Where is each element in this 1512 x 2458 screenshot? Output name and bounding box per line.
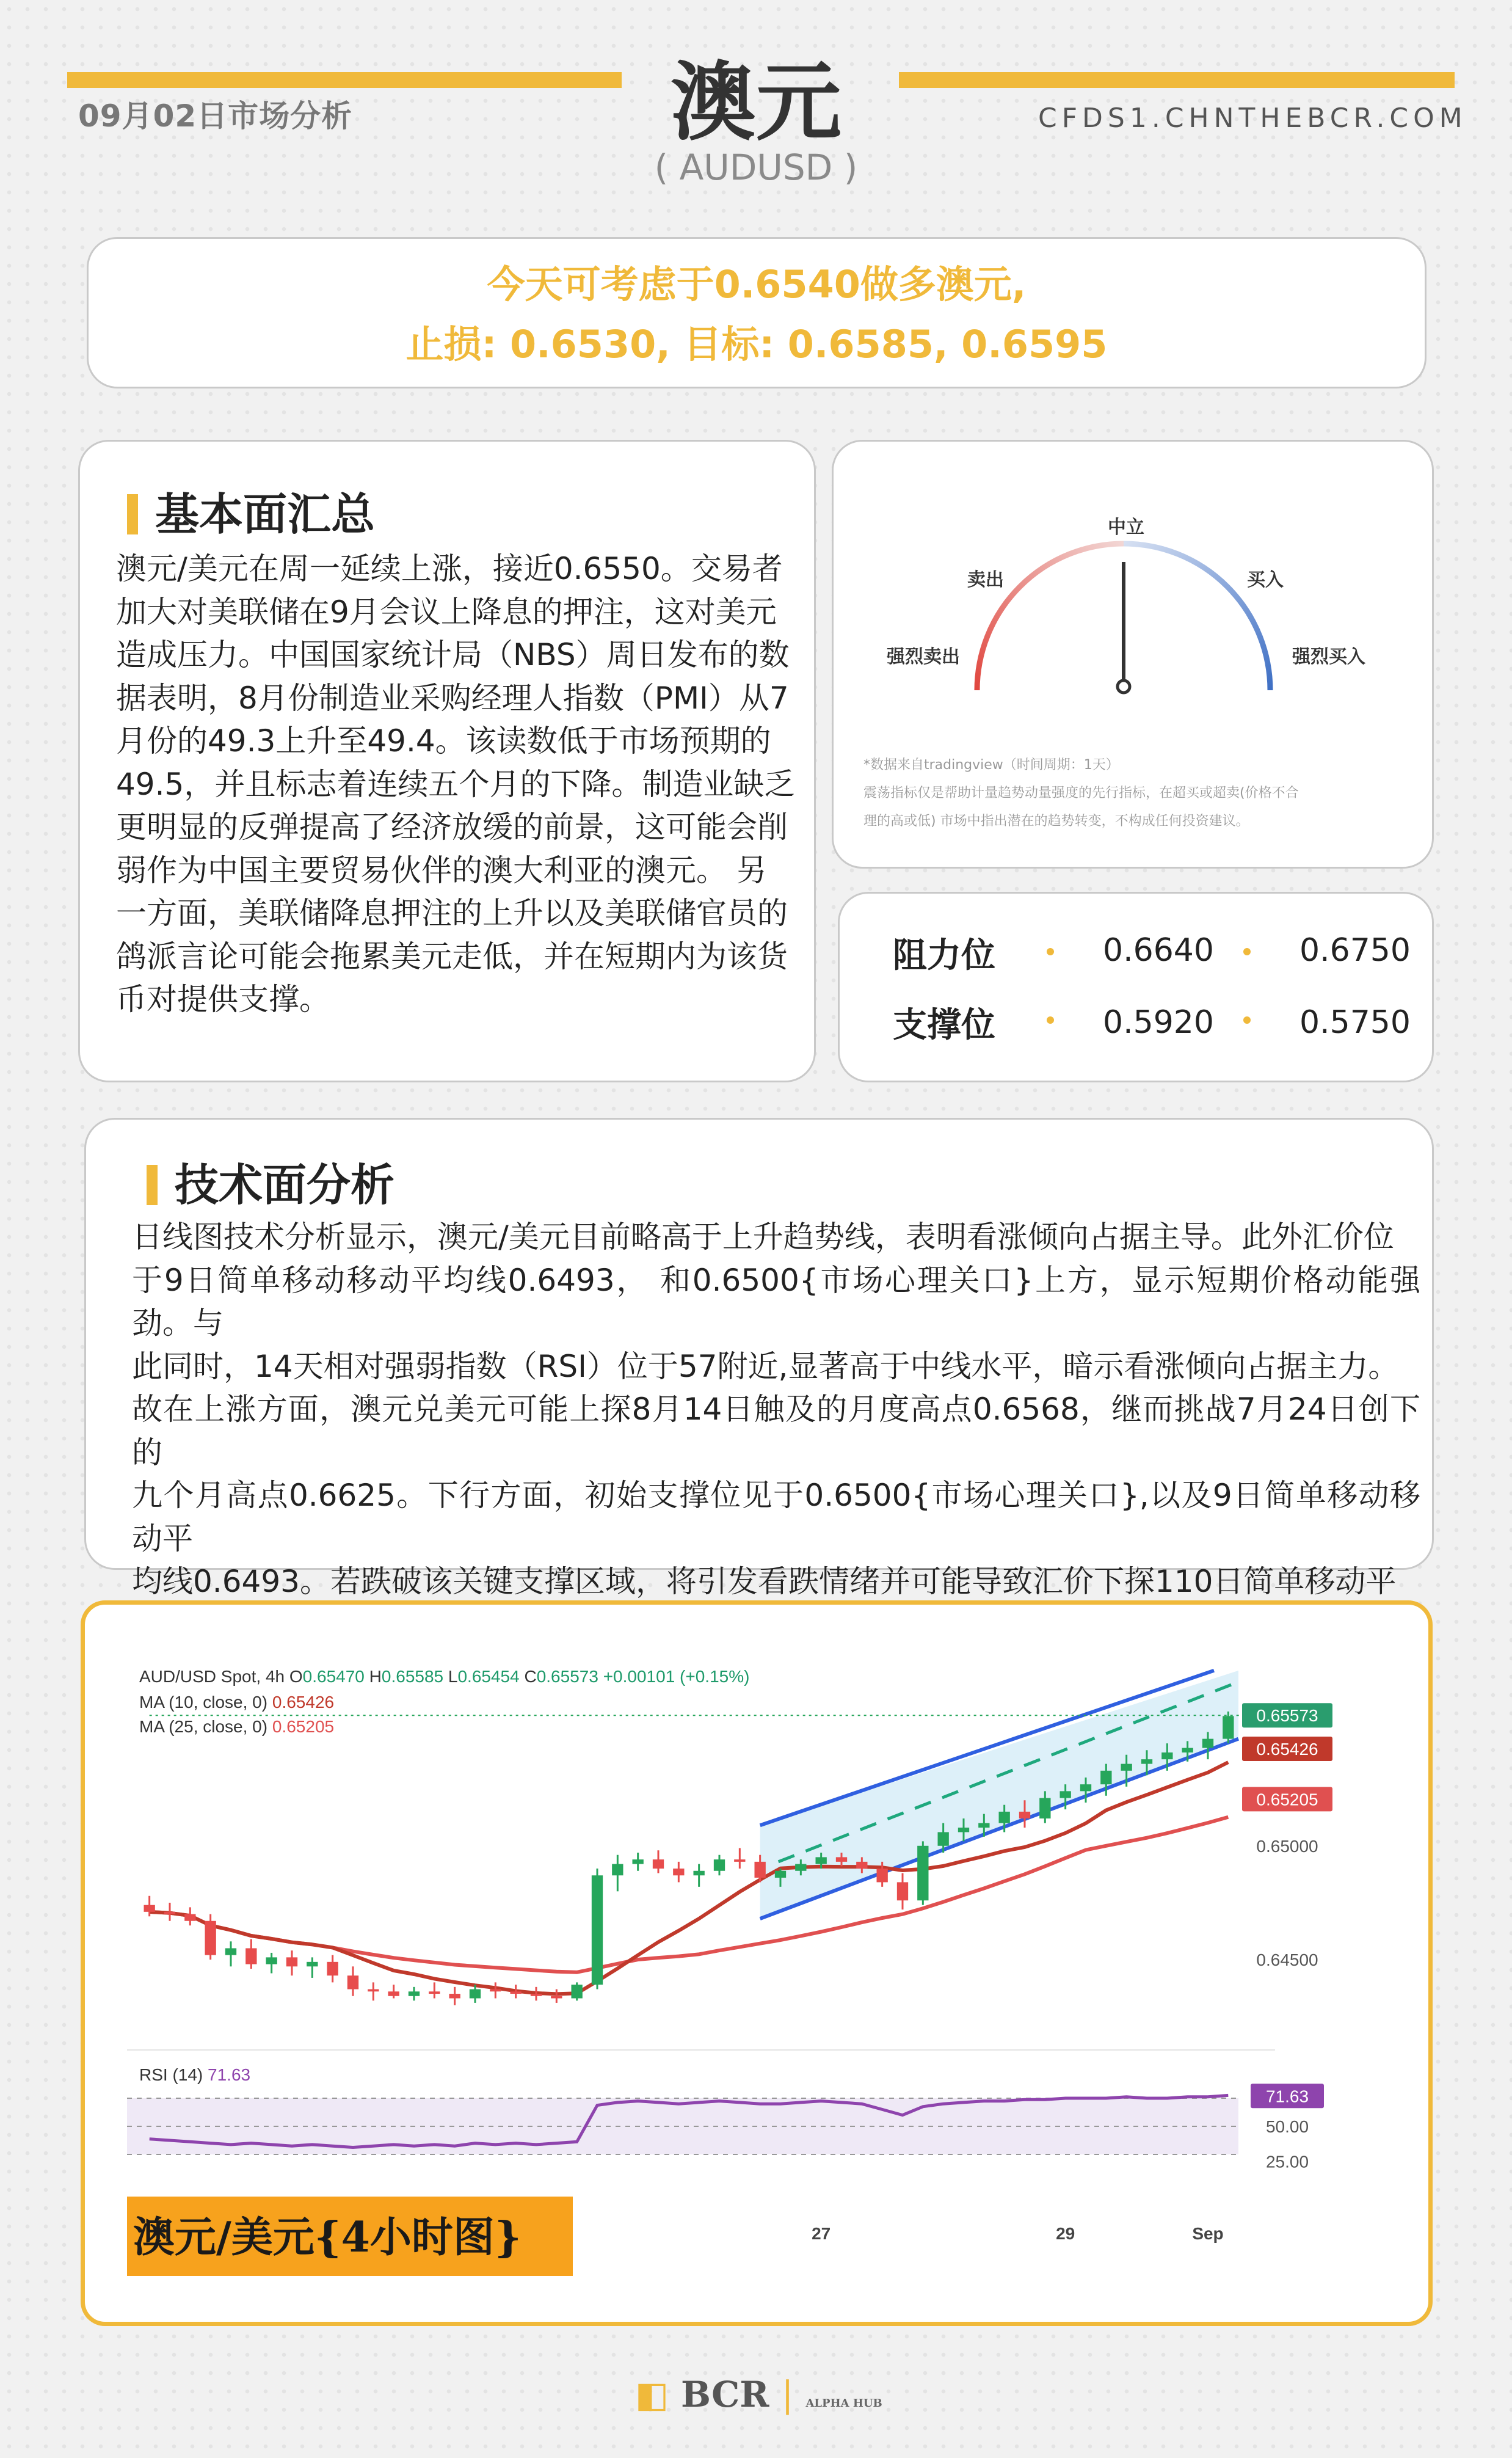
gauge-label-strong-buy: 强烈买入 <box>1292 646 1365 668</box>
candle-body <box>734 1859 745 1862</box>
candle-body <box>755 1862 766 1878</box>
x-tick-label: Sep <box>1192 2224 1224 2243</box>
rsi-tick-label: 50.00 <box>1265 2117 1309 2136</box>
gauge-label-neutral: 中立 <box>1108 517 1144 538</box>
resistance-value-1: 0.6640 <box>1103 932 1214 969</box>
fundamental-line: 加大对美联储在9月会议上降息的押注，这对美元 <box>116 594 777 630</box>
candle-body <box>938 1832 949 1845</box>
ohlc-c-label: C <box>524 1667 537 1686</box>
ohlc-header <box>139 1667 749 1686</box>
heading-marker <box>127 494 138 534</box>
candle-body <box>225 1948 236 1955</box>
candle-body <box>633 1859 644 1864</box>
rsi-badge-label: 71.63 <box>1265 2087 1309 2106</box>
candle-body <box>307 1962 318 1966</box>
ohlc-symbol: AUD/USD Spot, 4h <box>139 1667 289 1686</box>
rsi-legend: RSI (14) 71.63 <box>139 2065 251 2084</box>
technical-title: 技术面分析 <box>175 1159 395 1211</box>
website-link[interactable]: CFDS1.CHNTHEBCR.COM <box>1038 103 1467 134</box>
gauge-label-strong-sell: 强烈卖出 <box>887 646 960 668</box>
recommendation-line-1: 今天可考虑于0.6540做多澳元, <box>487 262 1027 307</box>
ohlc-o: 0.65470 <box>302 1667 369 1686</box>
fundamental-heading <box>127 479 375 542</box>
bullet-dot <box>1243 1016 1251 1024</box>
alpha-hub-badge: ALPHA HUB <box>805 2397 882 2410</box>
candle-body <box>653 1859 664 1869</box>
candle-body <box>978 1823 989 1828</box>
technical-line: 均线0.6493。若跌破该关键支撑区域，将引发看跌情绪并可能导致汇价下探110日简单移动平 <box>132 1564 1397 1599</box>
candle-body <box>714 1859 725 1871</box>
candle-body <box>286 1957 297 1966</box>
ohlc-change: +0.00101 (+0.15%) <box>603 1667 750 1686</box>
x-tick-label: 29 <box>1056 2224 1075 2243</box>
candle-body <box>1141 1759 1152 1763</box>
candle-body <box>592 1875 603 1985</box>
price-tick-label: 0.64500 <box>1256 1950 1318 1970</box>
rsi-tick-label: 25.00 <box>1265 2152 1309 2172</box>
candle-body <box>531 1994 542 1996</box>
ma25-legend-value: 0.65205 <box>272 1717 335 1736</box>
candle-body <box>673 1869 684 1875</box>
candle-body <box>1060 1791 1071 1798</box>
bullet-dot <box>1243 948 1251 955</box>
candle-body <box>409 1991 420 1996</box>
price-badge-label: 0.65573 <box>1256 1706 1318 1726</box>
x-tick-label: 27 <box>812 2224 831 2243</box>
ohlc-l: 0.65454 <box>457 1667 525 1686</box>
technical-text <box>132 1216 1420 1646</box>
candle-body <box>470 1989 481 1999</box>
candle-body <box>429 1991 440 1994</box>
candle-body <box>1121 1764 1132 1771</box>
chart-caption: 澳元/美元{4小时图} <box>133 2213 522 2262</box>
candle-body <box>347 1975 358 1989</box>
logo-icon: ◧ <box>635 2374 669 2415</box>
candle-body <box>1223 1716 1234 1738</box>
candle-body <box>1161 1752 1172 1759</box>
technical-line: 于9日简单移动移动平均线0.6493， 和0.6500{市场心理关口}上方，显示短期价格动能强劲。与 <box>132 1262 1420 1341</box>
candle-body <box>1080 1784 1091 1791</box>
ohlc-h-label: H <box>369 1667 382 1686</box>
logo-text: BCR <box>681 2374 769 2415</box>
fundamental-line: 一方面，美联储降息押注的上升以及美联储官员的 <box>116 895 788 931</box>
resistance-label: 阻力位 <box>893 936 995 976</box>
footer-logo <box>635 2374 882 2415</box>
fundamental-line: 弱作为中国主要贸易伙伴的澳大利亚的澳元。 另 <box>116 852 767 888</box>
candle-body <box>1100 1771 1111 1784</box>
candle-body <box>144 1905 155 1912</box>
candle-body <box>917 1846 928 1900</box>
support-value-2: 0.5750 <box>1299 1004 1411 1041</box>
ma10-legend-value: 0.65426 <box>272 1693 335 1712</box>
technical-line: 日线图技术分析显示，澳元/美元目前略高于上升趋势线，表明看涨倾向占据主导。此外汇价位 <box>132 1219 1394 1255</box>
fundamental-line: 澳元/美元在周一延续上涨，接近0.6550。交易者 <box>116 551 783 586</box>
price-tick-label: 0.65000 <box>1256 1836 1318 1856</box>
fundamental-line: 币对提供支撑。 <box>116 982 330 1017</box>
candle-body <box>205 1921 216 1955</box>
candle-body <box>449 1994 460 1998</box>
ohlc-h: 0.65585 <box>381 1667 448 1686</box>
technical-line: 故在上涨方面，澳元兑美元可能上探8月14日触及的月度高点0.6568，继而挑战7月24日创下的 <box>132 1391 1420 1470</box>
candle-body <box>612 1864 623 1876</box>
ma25-legend: MA (25, close, 0) 0.65205 <box>139 1717 335 1736</box>
logo-divider: | <box>781 2374 794 2415</box>
audusd-4h-chart <box>127 1653 1385 2302</box>
fundamental-line: 造成压力。中国国家统计局（NBS）周日发布的数 <box>116 637 790 673</box>
bullet-dot <box>1047 1016 1054 1024</box>
fundamental-line: 49.5，并且标志着连续五个月的下降。制造业缺乏 <box>116 766 795 802</box>
candle-body <box>897 1882 908 1900</box>
candle-body <box>694 1871 705 1875</box>
gauge-label-buy: 买入 <box>1247 569 1284 591</box>
technical-line: 九个月高点0.6625。下行方面，初始支撑位见于0.6500{市场心理关口},以及9日简单移动移动平 <box>132 1478 1420 1556</box>
report-date: 09月02日市场分析 <box>78 98 353 134</box>
gauge-pivot <box>1118 680 1130 693</box>
candle-body <box>1039 1798 1050 1819</box>
candle-body <box>795 1864 806 1871</box>
rsi-legend-value: 71.63 <box>208 2065 251 2084</box>
candle-body <box>836 1857 847 1861</box>
gauge-note-line: *数据来自tradingview（时间周期：1天） <box>863 757 1119 773</box>
fundamental-line: 月份的49.3上升至49.4。该读数低于市场预期的 <box>116 723 771 759</box>
gauge-disclaimer <box>863 751 1413 836</box>
fundamental-line: 鸽派言论可能会拖累美元走低，并在短期内为该货 <box>116 938 788 974</box>
header-rule-right <box>899 72 1455 88</box>
heading-marker <box>147 1165 158 1205</box>
candle-body <box>490 1989 501 1992</box>
ma10-legend: MA (10, close, 0) 0.65426 <box>139 1693 335 1712</box>
fundamental-line: 更明显的反弹提高了经济放缓的前景，这可能会削 <box>116 809 788 845</box>
header-rule-left <box>67 72 622 88</box>
ohlc-l-label: L <box>448 1667 458 1686</box>
ohlc-c: 0.65573 <box>536 1667 603 1686</box>
trade-recommendation-card <box>87 237 1427 388</box>
fundamental-line: 据表明，8月份制造业采购经理人指数（PMI）从7 <box>116 680 789 716</box>
support-label: 支撑位 <box>893 1005 995 1045</box>
levels-card <box>838 892 1434 1082</box>
technical-heading <box>147 1150 394 1213</box>
page-subtitle: ( AUDUSD ) <box>654 147 858 188</box>
candle-body <box>327 1962 338 1975</box>
price-badge-label: 0.65205 <box>1256 1790 1318 1809</box>
price-badge-label: 0.65426 <box>1256 1740 1318 1759</box>
technical-line: 此同时，14天相对强弱指数（RSI）位于57附近,显著高于中线水平，暗示看涨倾向占据主力。 <box>132 1348 1399 1384</box>
candle-body <box>816 1857 827 1864</box>
gauge-note-line: 震荡指标仅是帮助计量趋势动量强度的先行指标，在超买或超卖(价格不合 <box>863 786 1299 801</box>
candle-body <box>958 1828 969 1832</box>
candle-body <box>1019 1812 1030 1818</box>
candle-body <box>775 1871 786 1878</box>
candle-body <box>551 1996 562 1999</box>
gauge-note-line: 理的高或低) 市场中指出潜在的趋势转变，不构成任何投资建议。 <box>863 814 1249 829</box>
candle-body <box>877 1869 888 1882</box>
candle-body <box>266 1957 277 1964</box>
bullet-dot <box>1047 948 1054 955</box>
candle-body <box>1182 1748 1193 1752</box>
fundamental-text <box>116 547 800 1021</box>
sentiment-gauge <box>953 538 1295 715</box>
candle-body <box>999 1812 1010 1823</box>
candle-body <box>572 1985 583 1998</box>
ohlc-o-label: O <box>289 1667 303 1686</box>
candle-body <box>511 1991 522 1994</box>
candle-body <box>1202 1739 1213 1748</box>
candle-body <box>184 1914 195 1921</box>
candle-body <box>164 1912 175 1914</box>
candle-body <box>245 1948 256 1964</box>
resistance-value-2: 0.6750 <box>1299 932 1411 969</box>
support-value-1: 0.5920 <box>1103 1004 1214 1041</box>
candle-body <box>856 1862 867 1869</box>
page-title: 澳元 <box>670 53 841 153</box>
candle-body <box>368 1989 379 1992</box>
gauge-label-sell: 卖出 <box>967 569 1004 591</box>
candle-body <box>388 1991 399 1996</box>
recommendation-line-2: 止损: 0.6530, 目标: 0.6585, 0.6595 <box>405 322 1108 367</box>
fundamental-title: 基本面汇总 <box>155 489 376 540</box>
